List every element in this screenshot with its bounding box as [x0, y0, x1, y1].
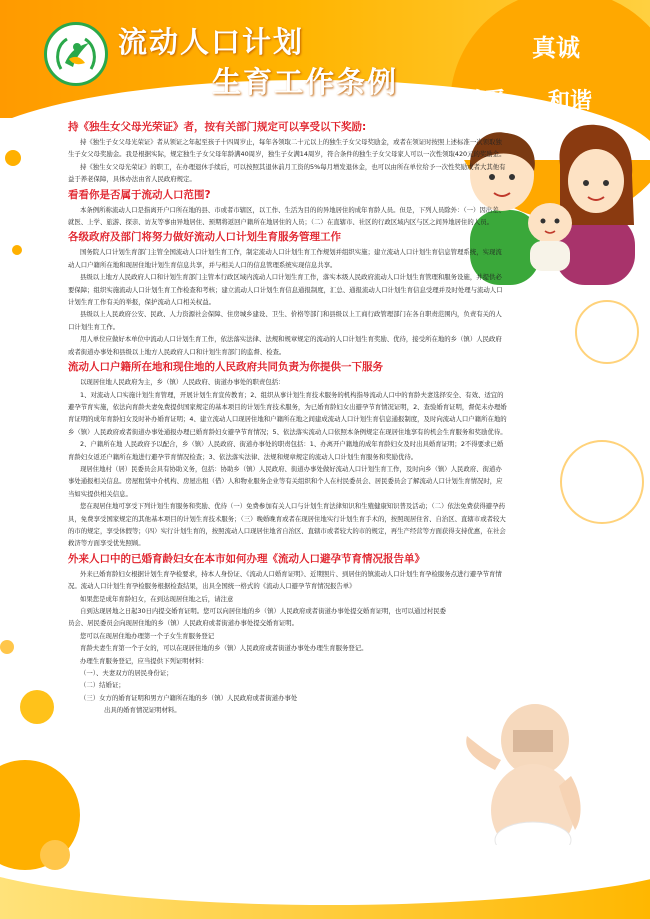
paragraph: 持《独生子女父母光荣证》者从领证之年起至孩子十四周岁止，每年各领取二十元以上的独生子女父母奖励金，或者在领证时按照上述标准一次领取独生子女父母奖励金。我是根据实际，规定独生子女父母年龄满40周岁，独生子女满14周岁，符合条件的独生子女父母家人可以一次性领取420元的奖励金。	[68, 138, 506, 159]
paragraph: 县级以上地方人民政府人口和计划生育部门主管本行政区域内流动人口计划生育工作，落实本级人民政府流动人口计划生育管理和服务设施，并提供必要保障；组织实施流动人口计划生育工作检查和考核；建立流动人口计划生育信息通报制度，汇总、通报流动人口计划生育信息受理并及时处理与流动人口计划生育工作有关的举报，保护流动人口相关权益。	[68, 273, 503, 307]
section-floating-population-scope	[68, 188, 508, 229]
section-heading: 各级政府及部门将努力做好流动人口计划生育服务管理工作	[68, 231, 341, 244]
title-line-2: 生育工作条例	[212, 65, 399, 99]
decor-dot	[40, 840, 70, 870]
slogan-care: 关爱	[462, 89, 507, 114]
family-planning-logo	[44, 22, 108, 86]
decor-dot	[0, 640, 14, 654]
paragraph: 以现居住地人民政府为主，乡（镇）人民政府、街道办事处的职责包括：	[80, 378, 285, 387]
paragraph: 外来已婚育龄妇女根据计划生育孕检要求，持本人身份证、《流动人口婚育证明》、近期照片、到居住的镇流动人口计划生育孕检服务点进行避孕节育情况。流动人口计划生育孕检服务根据检查结果，出具全国统一格式的《流动人口避孕节育情况报告单》	[68, 569, 502, 591]
section-contraception-report	[68, 552, 508, 717]
section-joint-responsibility	[68, 360, 508, 550]
section-heading: 流动人口户籍所在地和现住地的人民政府共同负责为你提供一下服务	[68, 361, 383, 374]
list-item: （二）结婚证；	[80, 681, 125, 690]
paragraph: 国务院人口计划生育部门主管全国流动人口计划生育工作，制定流动人口计划生育工作规划并组织实施；建立流动人口计划生育信息管理系统，实现流动人口户籍所在地和现居住地计划生育信息共享，并与相关人口的信息管理系统实现信息共享。	[68, 248, 502, 269]
paragraph: 您可以在现居住地办理第一个子女生育服务登记	[80, 631, 215, 640]
paragraph: 县级以上人民政府公安、民政、人力资源社会保障、住房城乡建设、卫生、价格等部门和县级以上工商行政管理部门在各自职责范围内，负责有关的人口计划生育工作。	[68, 310, 502, 331]
paragraph: 办理生育服务登记，应当提供下列证明材料：	[80, 656, 208, 665]
leaf-logo-icon	[51, 29, 101, 79]
section-government-services	[68, 230, 508, 358]
decor-dot	[20, 690, 54, 724]
paragraph: 自到达现居地之日起30日内提交婚育证明。您可以向居住地的乡（镇）人民政府或者街道办事处提交婚育证明，也可以通过村民委员会、居民委员会向现居住地的乡（镇）人民政府或者街道办事处提交婚育证明。	[68, 607, 447, 628]
paragraph: 持《独生女父母光荣证》的职工，在办理退休手续后，可以按照其退休前月工资的5%每月增发退休金，也可以由所在单位给予一次性奖励或者大其他有益于养老保障，具体办法由省人民政府规定。	[68, 162, 506, 184]
slogan-sincere: 真诚	[532, 34, 580, 62]
decor-ring	[560, 440, 644, 524]
decor-ring	[575, 300, 639, 364]
slogan-harmony: 和谐	[548, 89, 593, 114]
paragraph: 您在现居住地可享受下列计划生育服务和奖励、优待（一）免费参加有关人口与计划生育法律知识和生殖健康知识普及活动；（二）依法免费获得避孕药具，免费享受国家规定的其他基本项目的计划生育技术服务；（三）晚婚晚育或者在现居住地实行计划生育手术的，按照现居住省、自治区、直辖市或者较大的市的规定，享受休假等；（四）实行计划生育的，按照流动人口现居住地省自治区、直辖市或者较大的市的规定，再生产经营等方面获得支持优惠，在社会救济等方面享受优先照顾。	[68, 502, 506, 548]
paragraph: 育龄夫妻生育第一个子女的，可以在现居住地的乡（镇）人民政府或者街道办事处办理生育服务登记。	[80, 644, 368, 653]
paragraph: 2、户籍所在地 人民政府予以配合，乡（镇）人民政府、街道办事处的职责包括：1、办离开户籍地的成年育龄妇女及时出具婚育证明；2不得要求已婚育龄妇女返还户籍所在地进行避孕节育情况检查；3、依法落实法律、法规和规章规定的流动人口计划生育服务和奖励优待。	[68, 440, 504, 461]
paragraph: 用人单位应做好本单位中流动人口计划生育工作，依法落实法律、法规和规章规定的流动的人口计划生育奖励、优待，接受所在地的乡（镇）人民政府或者街道办事处和县级以上地方人民政府人口和计划生育部门的监督、检查。	[68, 335, 502, 356]
decor-dot	[5, 150, 21, 166]
paragraph: 如果您是成年育龄妇女，在到达现居住地之后，请注意	[80, 594, 234, 603]
list-item: （一）、夫妻双方的居民身份证；	[80, 669, 173, 678]
section-honor-certificate	[68, 120, 508, 186]
paragraph: 现居住地村（居）民委员会具有协助义务，包括：协助乡（镇）人民政府、街道办事处做好流动人口计划生育工作，及时向乡（镇）人民政府、街道办事处通报相关信息。房屋租赁中介机构、房屋出租（借）人和物业服务企业等有关组织和个人在村民委员会、居民委员会了解流动人口计划生育情况时，应当如实提供相关信息。	[68, 464, 503, 498]
section-heading: 外来人口中的已婚育龄妇女在本市如何办理《流动人口避孕节育情况报告单》	[68, 552, 425, 565]
list-item: （三）女方的婚育证明和男方户籍所在地的乡（镇）人民政府或者街道办事处	[80, 693, 298, 702]
paragraph: 1、对流动人口实施计划生育管理，开展计划生育宣传教育；2、组织从事计划生育技术服务的机构指导流动人口中的育龄夫妻选择安全、有效、适宜的避孕节育实施，依法向育龄夫妻免费提供国家规定的基本项目的计划生育技术服务，为已婚育龄妇女出避孕节育情况证明，2、查验婚育证明，督促未办理婚育证明的成年育龄妇女及时补办婚育证明；4、建立流动人口现居住地和户籍所在地之间建成流动人口计划生育信息通报制度，及时向流动人口户籍所在地的乡（镇）人民政府或者街道办事处通报办理已婚育龄妇女避孕节育情况；5、依法落实流动人口依照本条例规定在现居住地享有的机会生育服务和奖励优待。	[68, 390, 507, 436]
section-heading: 看看你是否属于流动人口范围?	[68, 188, 211, 201]
list-item: 出具的婚育情况证明材料。	[104, 706, 181, 715]
main-content	[68, 118, 508, 717]
paragraph: 本条例所称流动人口是指离开户口所在地的县、市或者市辖区，以工作、生活为目的的异地居住的成年育龄人员。但是，下列人员除外：（一）因出差、就医、上学、旅游、探亲、访友等事由异地居住、预期将返回户籍所在地居住的人员；（二）在直辖市、社区的行政区域内区与区之间异地居住的人员。	[68, 205, 505, 227]
section-heading: 持《独生女父母光荣证》者，按有关部门规定可以享受以下奖励:	[68, 121, 367, 133]
title-line-1: 流动人口计划	[118, 25, 305, 59]
decor-dot	[12, 245, 22, 255]
